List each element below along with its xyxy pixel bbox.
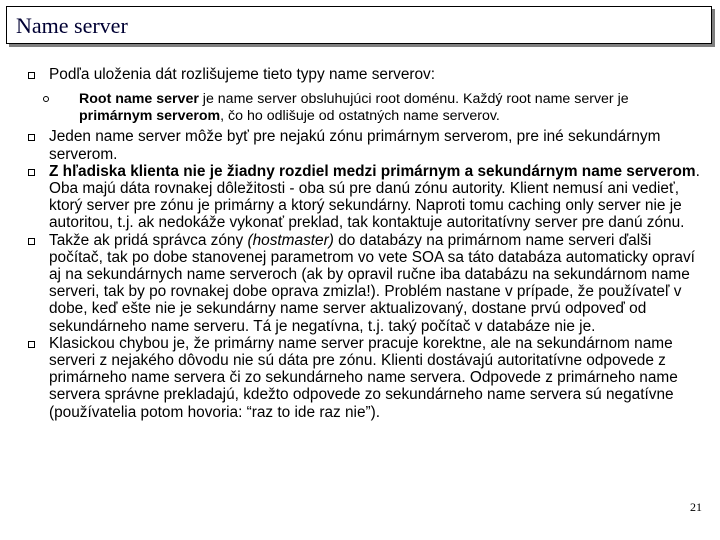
circle-bullet-icon — [43, 96, 49, 102]
bullet-text-pre: Takže ak pridá správca zóny — [49, 231, 248, 249]
square-bullet-icon — [28, 134, 35, 141]
bullet-text: Klasickou chybou je, že primárny name server pracuje korektne, ale na sekundárnom name serveri z nejakého dôvodu nie sú dáta pre zónu. Klienti dostávajú autoritatívne odpovede z primárneho name servera či zo sekundárneho name servera. Odpovede z primárneho name servera správne prekladajú, kdežto odpovede zo sekundárneho name servera sú negatívne (používatelia potom hovoria: “raz to ide raz nie”). — [49, 334, 678, 421]
sub-bullet-text-a: je name server obsluhujúci root doménu. Každý root name server je — [198, 91, 629, 108]
bullet-bold-text: Z hľadiska klienta nie je žiadny rozdiel medzi primárnym a sekundárnym name serverom — [49, 162, 696, 180]
bullet-text: Podľa uloženia dát rozlišujeme tieto typy name serverov: — [49, 66, 436, 83]
slide-content — [28, 66, 703, 421]
slide-title: Name server — [16, 13, 128, 38]
bullet-text: do databázy na primárnom name serveri ďalši počítač, tak po dobe stanovenej parametrom vo vete SOA sa táto databáza automaticky opraví aj na sekundárnych name serveroch (ak by opravil ručne iba databázu na sekundárnom name serveri, tak by po rovnakej dobe oprava zmizla!). Problém nastane v prípade, že používateľ v dobe, keď ešte nie je sekundárny name server aktualizovaný, dostane prvú odpoveď od sekundárneho name serveru. Tá je negatívna, t.j. taký počítač v databáze nie je. — [49, 231, 695, 335]
square-bullet-icon — [28, 238, 35, 245]
square-bullet-icon — [28, 169, 35, 176]
page-number: 21 — [690, 500, 702, 514]
bullet-item-3 — [28, 163, 703, 232]
sub-bullet-bold: Root name server — [79, 91, 199, 108]
bullet-item-2 — [28, 128, 703, 162]
square-bullet-icon — [28, 341, 35, 348]
bullet-text: Jeden name server môže byť pre nejakú zónu primárnym serverom, pre iné sekundárnym serverom. — [49, 128, 661, 163]
sub-bullet-item — [28, 91, 703, 124]
sub-bullet-text-b: , čo ho odlišuje od ostatných name serverov. — [220, 107, 500, 124]
sub-bullet-bold-2: primárnym serverom — [79, 107, 221, 124]
bullet-item-5 — [28, 335, 703, 421]
bullet-text: . Oba majú dáta rovnakej dôležitosti - oba sú pre danú zónu autority. Klient nemusí ani vedieť, ktorý server pre zónu je primárny a ktorý sekundárny. Naproti tomu caching only server nie je autoritou, t.j. ak nedokáže vykonať preklad, tak kontaktuje autoritatívny server pre danú zónu. — [49, 162, 700, 232]
square-bullet-icon — [28, 72, 35, 79]
bullet-item-1 — [28, 66, 703, 83]
title-box — [6, 6, 712, 44]
bullet-item-4 — [28, 232, 703, 335]
bullet-italic-text: (hostmaster) — [247, 231, 334, 249]
